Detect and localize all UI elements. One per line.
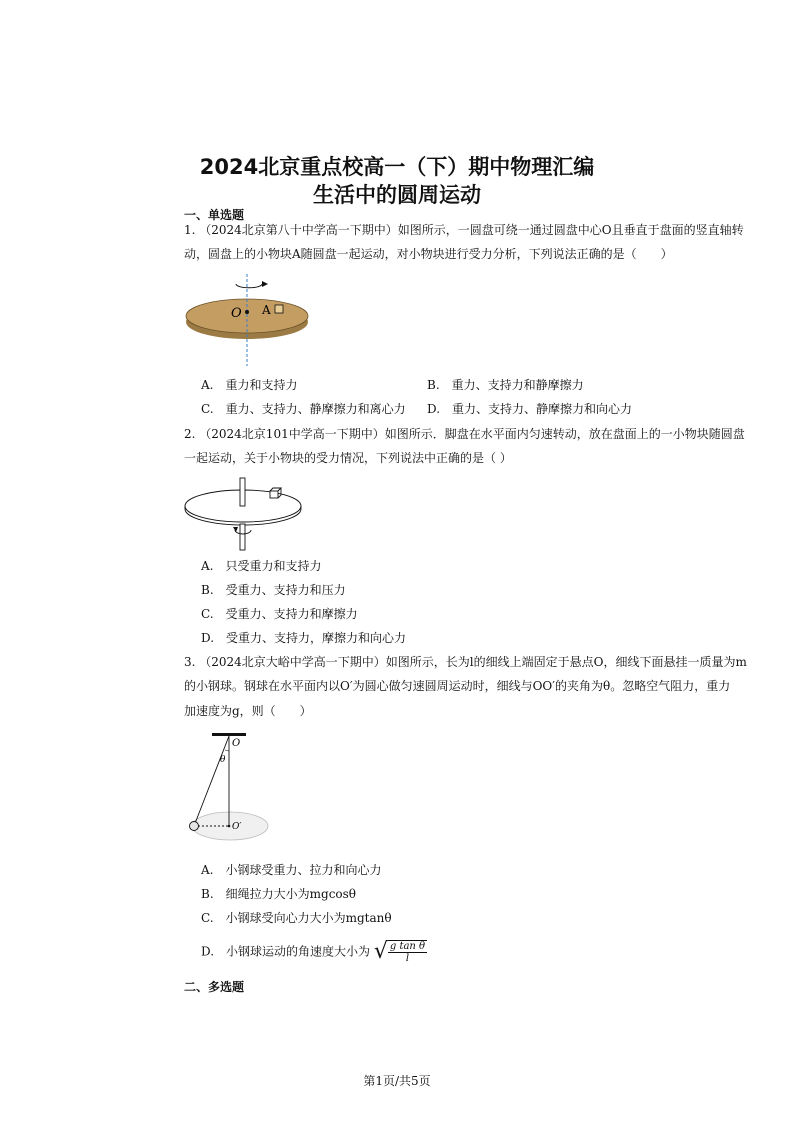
q3-option-d-text: D. 小钢球运动的角速度大小为 [201, 944, 371, 959]
q3-stem-line3: 加速度为g，则（ ） [184, 704, 312, 718]
q3-figure-conical-pendulum [184, 730, 276, 848]
q2-option-c[interactable]: C. 受重力、支持力和摩擦力 [201, 607, 358, 621]
q2-option-d[interactable]: D. 受重力、支持力，摩擦力和向心力 [201, 631, 407, 645]
q3-option-b[interactable]: B. 细绳拉力大小为mgcosθ [201, 887, 357, 901]
label-o: O [231, 306, 242, 321]
steel-ball [190, 822, 199, 831]
q2-figure-turntable [183, 474, 305, 552]
upper-shaft [240, 478, 245, 506]
q1-option-a[interactable]: A. 重力和支持力 [201, 378, 298, 392]
q3-option-c[interactable]: C. 小钢球受向心力大小为mgtanθ [201, 911, 392, 925]
sqrt-fraction [388, 940, 427, 964]
sqrt-icon: √ [373, 939, 388, 964]
q1-option-d[interactable]: D. 重力、支持力、静摩擦力和向心力 [427, 402, 633, 416]
q1-option-b[interactable]: B. 重力、支持力和静摩擦力 [427, 378, 584, 392]
q1-option-c[interactable]: C. 重力、支持力、静摩擦力和离心力 [201, 402, 406, 416]
q3-stem-line2: 的小钢球。钢球在水平面内以O′为圆心做匀速圆周运动时，细线与OO′的夹角为θ。忽略空气阻力，重力 [184, 679, 731, 693]
q1-figure-rotating-disc [184, 272, 314, 368]
q3-stem-line1: 3. （2024北京大峪中学高一下期中）如图所示，长为l的细线上端固定于悬点O，细线下面悬挂一质量为m [184, 655, 747, 669]
fraction-numerator: g tan θ [389, 941, 426, 952]
q1-stem-line2: 动，圆盘上的小物块A随圆盘一起运动，对小物块进行受力分析，下列说法正确的是（ ） [184, 247, 673, 261]
q3-option-d[interactable] [201, 940, 427, 964]
q2-option-a[interactable]: A. 只受重力和支持力 [201, 559, 322, 573]
block-a [275, 305, 283, 313]
section-heading-single-choice: 一、单选题 [184, 208, 245, 222]
rotation-arrow-icon [236, 284, 262, 288]
label-a: A [262, 303, 271, 317]
label-o-prime: O′ [232, 822, 242, 832]
label-o: O [232, 738, 241, 749]
small-block [270, 491, 278, 498]
q3-option-a[interactable]: A. 小钢球受重力、拉力和向心力 [201, 863, 382, 877]
q1-stem-line1: 1. （2024北京第八十中学高一下期中）如图所示，一圆盘可绕一通过圆盘中心O且垂直于盘面的竖直轴转 [184, 223, 744, 237]
page-title: 2024北京重点校高一（下）期中物理汇编 [199, 155, 595, 179]
q2-option-b[interactable]: B. 受重力、支持力和压力 [201, 583, 346, 597]
page-subtitle: 生活中的圆周运动 [313, 183, 481, 207]
q2-stem-line1: 2. （2024北京101中学高一下期中）如图所示．脚盘在水平面内匀速转动，放在盘面上的一小物块随圆盘 [184, 427, 745, 441]
ceiling [212, 733, 246, 736]
q2-stem-line2: 一起运动，关于小物块的受力情况，下列说法中正确的是（ ） [184, 451, 512, 465]
section-heading-multiple-choice: 二、多选题 [184, 980, 245, 994]
lower-shaft [240, 524, 245, 550]
page-footer: 第1页/共5页 [363, 1074, 431, 1088]
label-theta: θ [220, 755, 226, 765]
fraction-denominator: l [405, 953, 410, 964]
